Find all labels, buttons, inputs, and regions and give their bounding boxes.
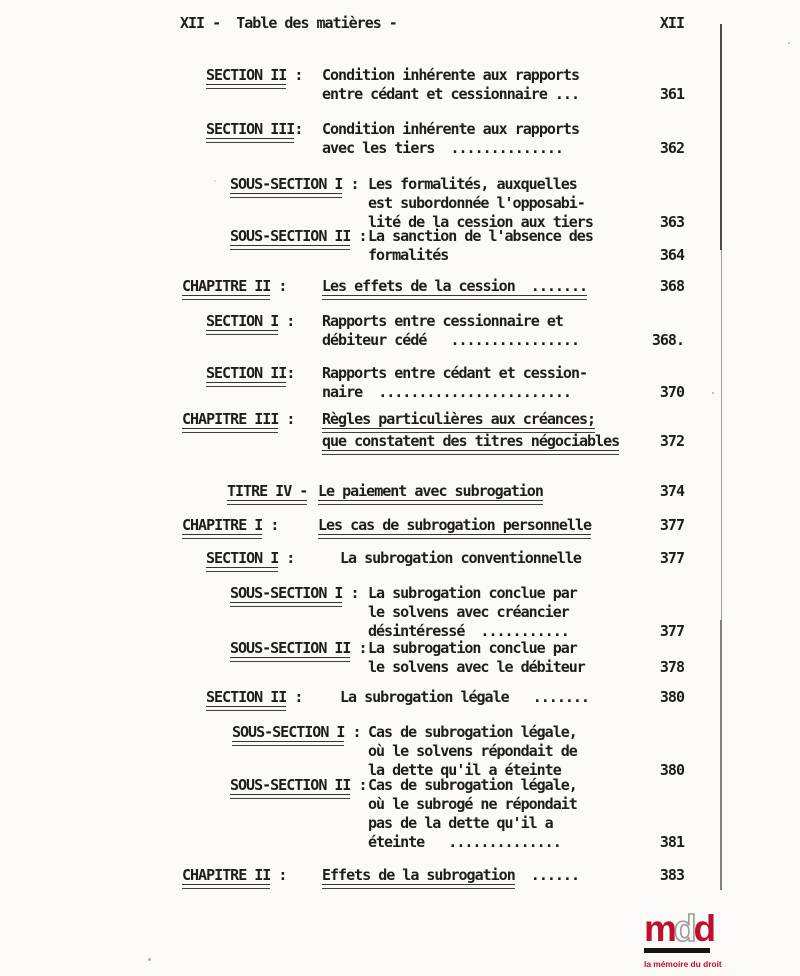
entry-page-number: 380 [659, 688, 684, 706]
entry-text-line: lité de la cession aux tiers [368, 213, 593, 231]
entry-label: SECTION I [206, 312, 279, 330]
mdd-logo [644, 908, 722, 974]
logo-letter: m [644, 908, 674, 949]
entry-text-line: Les cas de subrogation personnelle [318, 516, 592, 534]
entry-text-line: La subrogation conclue par [368, 584, 577, 602]
entry-label: CHAPITRE II [182, 277, 271, 295]
entry-separator: : [262, 516, 279, 534]
entry-page-number: 381 [659, 833, 684, 851]
entry-text-line: où le subrogé ne répondait [368, 795, 577, 813]
entry-text-line: que constatent des titres négociables [322, 432, 620, 450]
entry-page-number: 378 [659, 658, 684, 676]
entry-dot-leader: ...... [514, 866, 579, 884]
entry-text-line: Le paiement avec subrogation [318, 482, 543, 500]
entry-label: SOUS-SECTION II [230, 639, 351, 657]
scan-edge-line [720, 620, 722, 890]
entry-separator: : [294, 120, 303, 138]
entry-text-line: Condition inhérente aux rapports [322, 120, 579, 138]
entry-separator: : [342, 175, 359, 193]
entry-label: SOUS-SECTION I [232, 723, 345, 741]
entry-text-line: Condition inhérente aux rapports [322, 66, 579, 84]
entry-label: SECTION II [206, 364, 287, 382]
entry-page-number: 377 [659, 622, 684, 640]
entry-text-line: entre cédant et cessionnaire ... [322, 85, 579, 103]
entry-text-line: La subrogation légale ....... [340, 688, 589, 706]
scan-speck [712, 392, 714, 394]
entry-text-line: Règles particulières aux créances; [322, 410, 596, 428]
entry-separator: : [342, 584, 359, 602]
entry-text-line: formalités [368, 246, 449, 264]
entry-separator: : [350, 776, 367, 794]
entry-page-number: 363 [659, 213, 684, 231]
entry-separator: : [350, 639, 367, 657]
entry-label: CHAPITRE III [182, 410, 279, 428]
entry-separator: : [270, 277, 287, 295]
entry-page-number: 362 [659, 139, 684, 157]
scan-edge-line [720, 24, 722, 250]
entry-label: CHAPITRE II [182, 866, 271, 884]
entry-text-line: le solvens avec le débiteur [368, 658, 585, 676]
logo-letter: d [693, 908, 714, 949]
entry-page-number: 361 [659, 85, 684, 103]
scan-speck [788, 42, 790, 44]
entry-label: SECTION I [206, 549, 279, 567]
entry-separator: : [286, 66, 303, 84]
entry-page-number: 364 [659, 246, 684, 264]
entry-page-number: 380 [659, 761, 684, 779]
entry-separator: : [270, 866, 287, 884]
entry-label: SECTION II [206, 688, 287, 706]
entry-label: SECTION III [206, 120, 295, 138]
scan-edge-line [721, 250, 722, 620]
entry-separator: : [286, 364, 295, 382]
entry-separator: : [278, 410, 295, 428]
logo-wordmark [644, 908, 716, 949]
logo-letter-outline: d [673, 908, 694, 949]
entry-separator: : [278, 549, 295, 567]
entry-separator: - [291, 482, 308, 500]
entry-text-line: éteinte .............. [368, 833, 561, 851]
entry-text-line: le solvens avec créancier [368, 603, 569, 621]
entry-separator: : [278, 312, 295, 330]
scan-speck [214, 180, 216, 182]
entry-text-line: où le solvens répondait de [368, 742, 577, 760]
entry-label: SECTION II [206, 66, 287, 84]
entry-text-line: Rapports entre cédant et cession- [322, 364, 588, 382]
scan-speck [148, 958, 151, 961]
entry-label: SOUS-SECTION I [230, 175, 343, 193]
entry-text-line: Les formalités, auxquelles [368, 175, 577, 193]
entry-separator: : [286, 688, 303, 706]
entry-label: SOUS-SECTION I [230, 584, 343, 602]
entry-page-number: 370 [659, 383, 684, 401]
entry-label: CHAPITRE I [182, 516, 263, 534]
logo-tagline: la mémoire du droit [644, 959, 722, 969]
entry-page-number: 377 [659, 516, 684, 534]
entry-text-line: naire ........................ [322, 383, 571, 401]
entry-text-line: désintéressé ........... [368, 622, 569, 640]
entry-text-line: La subrogation conclue par [368, 639, 577, 657]
page-header-title: XII - Table des matières - [180, 14, 397, 32]
entry-text-line: Cas de subrogation légale, [368, 776, 577, 794]
entry-label: TITRE IV [227, 482, 292, 500]
entry-text-line: la dette qu'il a éteinte [368, 761, 561, 779]
entry-text-line: est subordonnée l'opposabi- [368, 194, 585, 212]
entry-page-number: 368 [659, 277, 684, 295]
entry-page-number: 368. [651, 331, 684, 349]
entry-text-line: Les effets de la cession ....... [322, 277, 588, 295]
entry-page-number: 383 [659, 866, 684, 884]
entry-text-line: La sanction de l'absence des [368, 227, 593, 245]
page-header-folio: XII [659, 14, 684, 32]
entry-text-line: pas de la dette qu'il a [368, 814, 553, 832]
entry-separator: : [350, 227, 367, 245]
entry-text-line: Effets de la subrogation [322, 866, 515, 884]
entry-text-line: Rapports entre cessionnaire et [322, 312, 563, 330]
entry-text-line: débiteur cédé ................ [322, 331, 579, 349]
entry-text-line: Cas de subrogation légale, [368, 723, 577, 741]
entry-text-line: La subrogation conventionnelle [340, 549, 581, 567]
entry-separator: : [344, 723, 361, 741]
entry-page-number: 372 [659, 432, 684, 450]
entry-label: SOUS-SECTION II [230, 227, 351, 245]
entry-page-number: 374 [659, 482, 684, 500]
entry-text-line: avec les tiers .............. [322, 139, 563, 157]
entry-label: SOUS-SECTION II [230, 776, 351, 794]
entry-page-number: 377 [659, 549, 684, 567]
